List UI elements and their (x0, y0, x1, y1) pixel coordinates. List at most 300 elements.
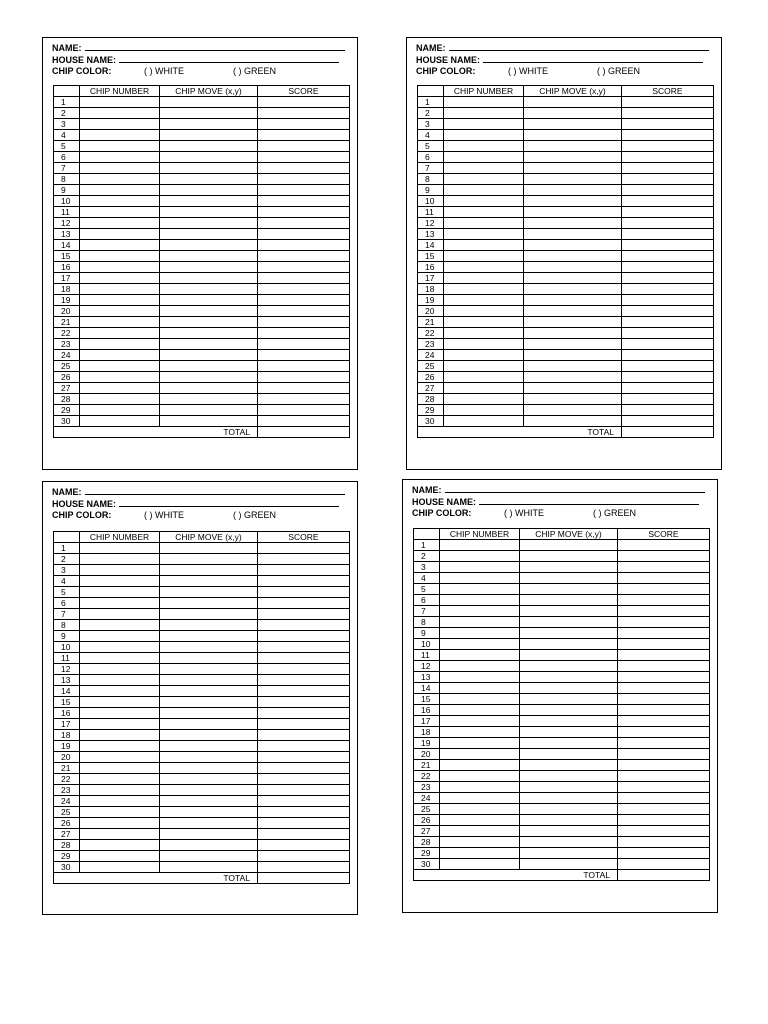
chip-number-cell[interactable] (80, 328, 160, 339)
score-cell[interactable] (258, 587, 350, 598)
score-cell[interactable] (258, 840, 350, 851)
chip-move-cell[interactable] (160, 295, 258, 306)
score-cell[interactable] (258, 785, 350, 796)
chip-color-green-option[interactable]: ( ) GREEN (593, 508, 637, 518)
score-cell[interactable] (258, 774, 350, 785)
chip-move-cell[interactable] (160, 130, 258, 141)
chip-number-cell[interactable] (440, 804, 520, 815)
score-cell[interactable] (258, 372, 350, 383)
chip-number-cell[interactable] (444, 273, 524, 284)
chip-move-cell[interactable] (160, 763, 258, 774)
chip-move-cell[interactable] (160, 598, 258, 609)
chip-number-cell[interactable] (444, 416, 524, 427)
chip-move-cell[interactable] (160, 306, 258, 317)
score-cell[interactable] (622, 163, 714, 174)
chip-number-cell[interactable] (80, 108, 160, 119)
chip-move-cell[interactable] (160, 196, 258, 207)
score-cell[interactable] (258, 141, 350, 152)
score-cell[interactable] (258, 719, 350, 730)
score-cell[interactable] (258, 708, 350, 719)
score-cell[interactable] (258, 273, 350, 284)
chip-move-cell[interactable] (520, 595, 618, 606)
score-cell[interactable] (622, 185, 714, 196)
chip-move-cell[interactable] (160, 273, 258, 284)
chip-number-cell[interactable] (440, 705, 520, 716)
score-cell[interactable] (258, 653, 350, 664)
chip-number-cell[interactable] (80, 196, 160, 207)
chip-number-cell[interactable] (444, 251, 524, 262)
chip-number-cell[interactable] (80, 609, 160, 620)
chip-move-cell[interactable] (520, 617, 618, 628)
chip-move-cell[interactable] (160, 185, 258, 196)
chip-move-cell[interactable] (520, 683, 618, 694)
score-cell[interactable] (258, 664, 350, 675)
total-score-cell[interactable] (258, 873, 350, 884)
chip-move-cell[interactable] (524, 207, 622, 218)
chip-number-cell[interactable] (440, 606, 520, 617)
score-cell[interactable] (618, 694, 710, 705)
chip-move-cell[interactable] (160, 174, 258, 185)
score-cell[interactable] (618, 760, 710, 771)
total-score-cell[interactable] (258, 427, 350, 438)
chip-number-cell[interactable] (80, 251, 160, 262)
chip-number-cell[interactable] (80, 240, 160, 251)
chip-move-cell[interactable] (160, 284, 258, 295)
score-cell[interactable] (618, 705, 710, 716)
chip-color-white-option[interactable]: ( ) WHITE (144, 66, 184, 76)
score-cell[interactable] (618, 716, 710, 727)
chip-move-cell[interactable] (160, 163, 258, 174)
chip-number-cell[interactable] (444, 174, 524, 185)
score-cell[interactable] (258, 130, 350, 141)
name-field[interactable] (85, 41, 345, 51)
chip-number-cell[interactable] (440, 639, 520, 650)
score-cell[interactable] (258, 818, 350, 829)
score-cell[interactable] (618, 804, 710, 815)
chip-number-cell[interactable] (80, 818, 160, 829)
score-cell[interactable] (618, 628, 710, 639)
score-cell[interactable] (258, 598, 350, 609)
chip-number-cell[interactable] (80, 763, 160, 774)
score-cell[interactable] (258, 350, 350, 361)
chip-move-cell[interactable] (160, 708, 258, 719)
chip-move-cell[interactable] (160, 152, 258, 163)
score-cell[interactable] (258, 317, 350, 328)
chip-number-cell[interactable] (440, 562, 520, 573)
chip-number-cell[interactable] (440, 859, 520, 870)
chip-color-green-option[interactable]: ( ) GREEN (233, 66, 277, 76)
chip-number-cell[interactable] (444, 295, 524, 306)
chip-move-cell[interactable] (520, 782, 618, 793)
chip-move-cell[interactable] (160, 394, 258, 405)
chip-number-cell[interactable] (80, 642, 160, 653)
chip-number-cell[interactable] (80, 383, 160, 394)
score-cell[interactable] (258, 554, 350, 565)
score-cell[interactable] (258, 642, 350, 653)
total-score-cell[interactable] (618, 870, 710, 881)
score-cell[interactable] (258, 152, 350, 163)
chip-move-cell[interactable] (160, 631, 258, 642)
chip-number-cell[interactable] (80, 587, 160, 598)
chip-move-cell[interactable] (524, 229, 622, 240)
score-cell[interactable] (258, 174, 350, 185)
chip-number-cell[interactable] (444, 229, 524, 240)
chip-number-cell[interactable] (444, 218, 524, 229)
chip-move-cell[interactable] (520, 727, 618, 738)
score-cell[interactable] (618, 672, 710, 683)
chip-move-cell[interactable] (160, 653, 258, 664)
chip-number-cell[interactable] (80, 862, 160, 873)
score-cell[interactable] (258, 807, 350, 818)
score-cell[interactable] (618, 551, 710, 562)
chip-move-cell[interactable] (524, 262, 622, 273)
chip-move-cell[interactable] (524, 119, 622, 130)
score-cell[interactable] (258, 306, 350, 317)
chip-number-cell[interactable] (80, 372, 160, 383)
chip-move-cell[interactable] (524, 130, 622, 141)
chip-color-green-option[interactable]: ( ) GREEN (597, 66, 641, 76)
chip-number-cell[interactable] (80, 273, 160, 284)
house-name-field[interactable] (119, 53, 339, 63)
score-cell[interactable] (258, 543, 350, 554)
chip-number-cell[interactable] (80, 829, 160, 840)
chip-move-cell[interactable] (160, 416, 258, 427)
score-cell[interactable] (622, 207, 714, 218)
chip-move-cell[interactable] (524, 141, 622, 152)
chip-number-cell[interactable] (80, 97, 160, 108)
score-cell[interactable] (258, 119, 350, 130)
score-cell[interactable] (618, 826, 710, 837)
score-cell[interactable] (618, 837, 710, 848)
chip-color-white-option[interactable]: ( ) WHITE (144, 510, 184, 520)
chip-number-cell[interactable] (444, 350, 524, 361)
chip-number-cell[interactable] (440, 694, 520, 705)
score-cell[interactable] (258, 763, 350, 774)
chip-number-cell[interactable] (80, 697, 160, 708)
chip-number-cell[interactable] (444, 328, 524, 339)
chip-number-cell[interactable] (80, 416, 160, 427)
chip-number-cell[interactable] (80, 394, 160, 405)
chip-number-cell[interactable] (444, 240, 524, 251)
chip-move-cell[interactable] (524, 152, 622, 163)
chip-move-cell[interactable] (524, 383, 622, 394)
chip-move-cell[interactable] (524, 394, 622, 405)
score-cell[interactable] (618, 793, 710, 804)
score-cell[interactable] (258, 97, 350, 108)
score-cell[interactable] (258, 163, 350, 174)
chip-move-cell[interactable] (520, 826, 618, 837)
score-cell[interactable] (618, 749, 710, 760)
chip-move-cell[interactable] (160, 108, 258, 119)
chip-move-cell[interactable] (524, 97, 622, 108)
score-cell[interactable] (258, 862, 350, 873)
chip-move-cell[interactable] (520, 848, 618, 859)
chip-number-cell[interactable] (80, 686, 160, 697)
score-cell[interactable] (618, 683, 710, 694)
score-cell[interactable] (618, 859, 710, 870)
score-cell[interactable] (258, 383, 350, 394)
chip-move-cell[interactable] (160, 719, 258, 730)
chip-move-cell[interactable] (524, 350, 622, 361)
chip-number-cell[interactable] (80, 163, 160, 174)
chip-move-cell[interactable] (160, 576, 258, 587)
score-cell[interactable] (258, 218, 350, 229)
score-cell[interactable] (622, 141, 714, 152)
chip-move-cell[interactable] (160, 664, 258, 675)
score-cell[interactable] (258, 240, 350, 251)
score-cell[interactable] (258, 565, 350, 576)
chip-number-cell[interactable] (440, 716, 520, 727)
chip-move-cell[interactable] (524, 218, 622, 229)
chip-number-cell[interactable] (444, 97, 524, 108)
score-cell[interactable] (258, 108, 350, 119)
score-cell[interactable] (258, 295, 350, 306)
chip-number-cell[interactable] (444, 306, 524, 317)
score-cell[interactable] (622, 317, 714, 328)
chip-number-cell[interactable] (440, 848, 520, 859)
score-cell[interactable] (622, 372, 714, 383)
chip-number-cell[interactable] (80, 785, 160, 796)
chip-number-cell[interactable] (80, 229, 160, 240)
chip-color-green-option[interactable]: ( ) GREEN (233, 510, 277, 520)
chip-color-white-option[interactable]: ( ) WHITE (504, 508, 544, 518)
chip-number-cell[interactable] (440, 782, 520, 793)
chip-number-cell[interactable] (80, 664, 160, 675)
chip-move-cell[interactable] (160, 372, 258, 383)
chip-number-cell[interactable] (440, 650, 520, 661)
score-cell[interactable] (618, 540, 710, 551)
chip-move-cell[interactable] (520, 815, 618, 826)
score-cell[interactable] (258, 851, 350, 862)
score-cell[interactable] (618, 771, 710, 782)
chip-number-cell[interactable] (440, 826, 520, 837)
chip-move-cell[interactable] (520, 837, 618, 848)
score-cell[interactable] (622, 306, 714, 317)
chip-move-cell[interactable] (520, 562, 618, 573)
score-cell[interactable] (258, 284, 350, 295)
chip-move-cell[interactable] (520, 705, 618, 716)
chip-number-cell[interactable] (80, 554, 160, 565)
score-cell[interactable] (622, 119, 714, 130)
chip-number-cell[interactable] (80, 620, 160, 631)
chip-number-cell[interactable] (444, 262, 524, 273)
chip-number-cell[interactable] (80, 174, 160, 185)
score-cell[interactable] (258, 631, 350, 642)
chip-number-cell[interactable] (444, 130, 524, 141)
score-cell[interactable] (258, 196, 350, 207)
chip-number-cell[interactable] (444, 163, 524, 174)
score-cell[interactable] (618, 815, 710, 826)
chip-move-cell[interactable] (160, 807, 258, 818)
chip-move-cell[interactable] (520, 694, 618, 705)
score-cell[interactable] (258, 262, 350, 273)
chip-move-cell[interactable] (524, 317, 622, 328)
chip-number-cell[interactable] (80, 840, 160, 851)
chip-move-cell[interactable] (160, 774, 258, 785)
chip-number-cell[interactable] (80, 405, 160, 416)
chip-number-cell[interactable] (80, 185, 160, 196)
score-cell[interactable] (622, 284, 714, 295)
chip-move-cell[interactable] (160, 609, 258, 620)
score-cell[interactable] (258, 185, 350, 196)
chip-move-cell[interactable] (520, 661, 618, 672)
score-cell[interactable] (618, 639, 710, 650)
score-cell[interactable] (618, 650, 710, 661)
chip-number-cell[interactable] (440, 760, 520, 771)
chip-number-cell[interactable] (440, 584, 520, 595)
score-cell[interactable] (622, 328, 714, 339)
score-cell[interactable] (622, 405, 714, 416)
score-cell[interactable] (622, 273, 714, 284)
chip-move-cell[interactable] (520, 771, 618, 782)
score-cell[interactable] (258, 576, 350, 587)
chip-move-cell[interactable] (520, 793, 618, 804)
chip-move-cell[interactable] (160, 752, 258, 763)
score-cell[interactable] (622, 97, 714, 108)
chip-number-cell[interactable] (440, 815, 520, 826)
score-cell[interactable] (258, 229, 350, 240)
score-cell[interactable] (622, 394, 714, 405)
chip-number-cell[interactable] (80, 675, 160, 686)
score-cell[interactable] (622, 350, 714, 361)
score-cell[interactable] (258, 251, 350, 262)
chip-number-cell[interactable] (444, 405, 524, 416)
chip-number-cell[interactable] (80, 295, 160, 306)
chip-move-cell[interactable] (160, 350, 258, 361)
score-cell[interactable] (618, 617, 710, 628)
chip-move-cell[interactable] (160, 97, 258, 108)
name-field[interactable] (85, 485, 345, 495)
chip-number-cell[interactable] (80, 708, 160, 719)
house-name-field[interactable] (479, 495, 699, 505)
chip-number-cell[interactable] (80, 262, 160, 273)
chip-number-cell[interactable] (440, 540, 520, 551)
score-cell[interactable] (618, 782, 710, 793)
score-cell[interactable] (622, 383, 714, 394)
chip-move-cell[interactable] (160, 240, 258, 251)
chip-move-cell[interactable] (524, 163, 622, 174)
chip-number-cell[interactable] (80, 807, 160, 818)
chip-move-cell[interactable] (520, 606, 618, 617)
chip-number-cell[interactable] (440, 628, 520, 639)
chip-number-cell[interactable] (80, 631, 160, 642)
score-cell[interactable] (258, 675, 350, 686)
score-cell[interactable] (258, 416, 350, 427)
chip-number-cell[interactable] (440, 837, 520, 848)
chip-number-cell[interactable] (80, 119, 160, 130)
chip-number-cell[interactable] (80, 653, 160, 664)
score-cell[interactable] (258, 207, 350, 218)
score-cell[interactable] (622, 251, 714, 262)
chip-move-cell[interactable] (160, 339, 258, 350)
chip-move-cell[interactable] (520, 584, 618, 595)
score-cell[interactable] (258, 339, 350, 350)
chip-move-cell[interactable] (160, 851, 258, 862)
chip-move-cell[interactable] (520, 639, 618, 650)
chip-move-cell[interactable] (160, 741, 258, 752)
chip-number-cell[interactable] (440, 551, 520, 562)
score-cell[interactable] (622, 416, 714, 427)
chip-move-cell[interactable] (520, 628, 618, 639)
chip-move-cell[interactable] (524, 284, 622, 295)
score-cell[interactable] (258, 796, 350, 807)
chip-move-cell[interactable] (160, 587, 258, 598)
chip-move-cell[interactable] (524, 328, 622, 339)
score-cell[interactable] (622, 262, 714, 273)
chip-number-cell[interactable] (440, 617, 520, 628)
chip-number-cell[interactable] (444, 284, 524, 295)
chip-move-cell[interactable] (160, 840, 258, 851)
chip-move-cell[interactable] (520, 551, 618, 562)
score-cell[interactable] (258, 361, 350, 372)
chip-move-cell[interactable] (160, 620, 258, 631)
chip-move-cell[interactable] (160, 642, 258, 653)
score-cell[interactable] (258, 752, 350, 763)
chip-move-cell[interactable] (160, 218, 258, 229)
chip-move-cell[interactable] (524, 405, 622, 416)
chip-number-cell[interactable] (80, 207, 160, 218)
score-cell[interactable] (618, 661, 710, 672)
chip-move-cell[interactable] (160, 383, 258, 394)
score-cell[interactable] (622, 196, 714, 207)
chip-move-cell[interactable] (524, 174, 622, 185)
chip-move-cell[interactable] (160, 829, 258, 840)
chip-number-cell[interactable] (440, 595, 520, 606)
score-cell[interactable] (258, 730, 350, 741)
chip-number-cell[interactable] (440, 771, 520, 782)
chip-move-cell[interactable] (160, 317, 258, 328)
score-cell[interactable] (622, 108, 714, 119)
chip-move-cell[interactable] (524, 416, 622, 427)
chip-number-cell[interactable] (444, 119, 524, 130)
chip-move-cell[interactable] (160, 119, 258, 130)
score-cell[interactable] (622, 240, 714, 251)
chip-move-cell[interactable] (160, 730, 258, 741)
chip-number-cell[interactable] (80, 317, 160, 328)
chip-move-cell[interactable] (520, 672, 618, 683)
chip-number-cell[interactable] (80, 730, 160, 741)
chip-move-cell[interactable] (524, 196, 622, 207)
chip-move-cell[interactable] (160, 675, 258, 686)
chip-move-cell[interactable] (160, 785, 258, 796)
score-cell[interactable] (258, 609, 350, 620)
chip-number-cell[interactable] (444, 372, 524, 383)
chip-move-cell[interactable] (520, 859, 618, 870)
chip-move-cell[interactable] (524, 251, 622, 262)
chip-move-cell[interactable] (524, 108, 622, 119)
chip-move-cell[interactable] (524, 273, 622, 284)
score-cell[interactable] (258, 394, 350, 405)
total-score-cell[interactable] (622, 427, 714, 438)
score-cell[interactable] (258, 829, 350, 840)
chip-number-cell[interactable] (444, 317, 524, 328)
chip-number-cell[interactable] (440, 661, 520, 672)
chip-move-cell[interactable] (160, 818, 258, 829)
score-cell[interactable] (618, 727, 710, 738)
chip-number-cell[interactable] (80, 774, 160, 785)
score-cell[interactable] (622, 361, 714, 372)
chip-move-cell[interactable] (520, 760, 618, 771)
chip-number-cell[interactable] (80, 741, 160, 752)
score-cell[interactable] (258, 686, 350, 697)
score-cell[interactable] (618, 606, 710, 617)
chip-move-cell[interactable] (520, 749, 618, 760)
chip-move-cell[interactable] (160, 565, 258, 576)
chip-number-cell[interactable] (444, 152, 524, 163)
chip-move-cell[interactable] (524, 185, 622, 196)
chip-number-cell[interactable] (80, 130, 160, 141)
chip-number-cell[interactable] (80, 752, 160, 763)
